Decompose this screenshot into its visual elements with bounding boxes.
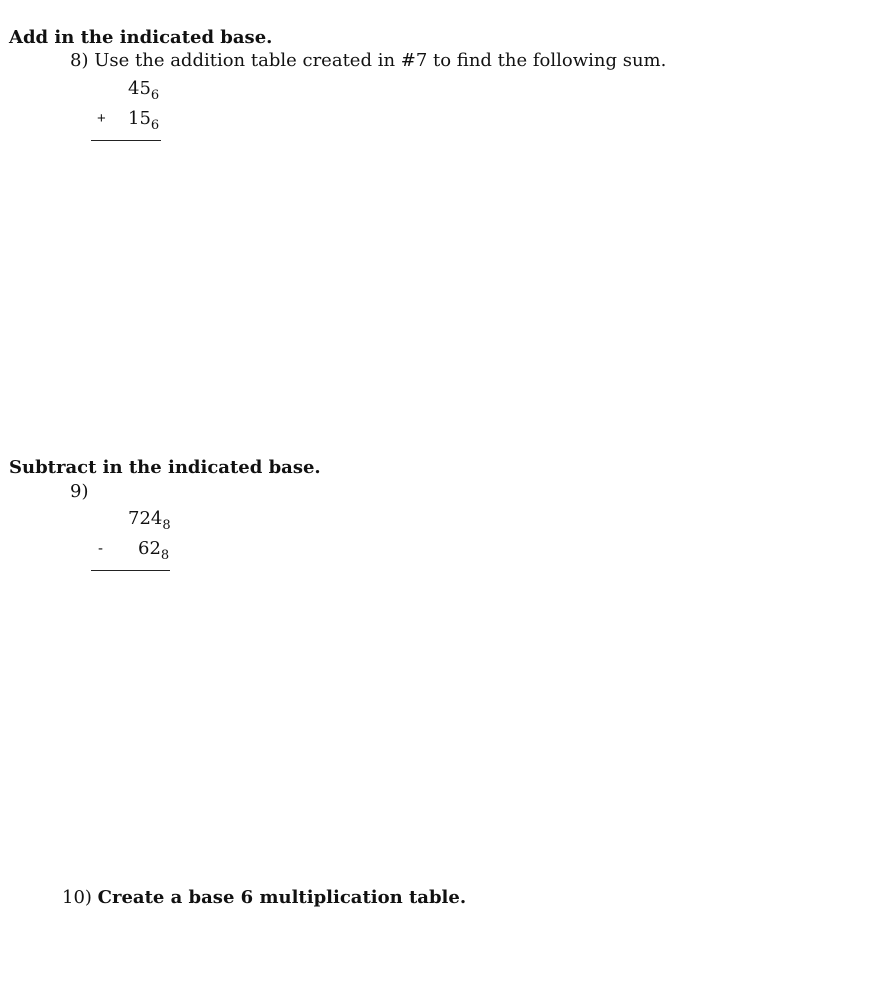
problem-10-number: 10) xyxy=(62,887,92,908)
subtrahend-digits: 62 xyxy=(138,538,161,559)
problem-8-number: 8) xyxy=(70,50,89,71)
subtrahend-base: 8 xyxy=(160,548,170,563)
minuend xyxy=(128,508,171,533)
subtraction-heading: Subtract in the indicated base. xyxy=(9,457,321,478)
problem-8-instruction: Use the addition table created in #7 to find the following sum. xyxy=(94,50,667,71)
minus-operator: - xyxy=(98,540,103,557)
subtraction-difference-line xyxy=(91,570,170,571)
minuend-base: 8 xyxy=(162,518,171,533)
problem-8-statement xyxy=(70,50,666,72)
addition-heading: Add in the indicated base. xyxy=(9,27,273,48)
problem-10-statement xyxy=(62,887,466,909)
addend-bottom xyxy=(128,108,160,133)
addition-sum-line xyxy=(91,140,161,141)
addend-bottom-digits: 15 xyxy=(128,108,151,129)
problem-9-number: 9) xyxy=(70,481,89,502)
subtrahend xyxy=(138,538,170,563)
minuend-digits: 724 xyxy=(128,508,163,529)
addend-bottom-base: 6 xyxy=(150,118,160,133)
addend-top-digits: 45 xyxy=(128,78,151,99)
addend-top xyxy=(128,78,160,103)
problem-10-instruction: Create a base 6 multiplication table. xyxy=(97,887,467,908)
plus-operator: + xyxy=(97,110,106,127)
addend-top-base: 6 xyxy=(150,88,160,103)
